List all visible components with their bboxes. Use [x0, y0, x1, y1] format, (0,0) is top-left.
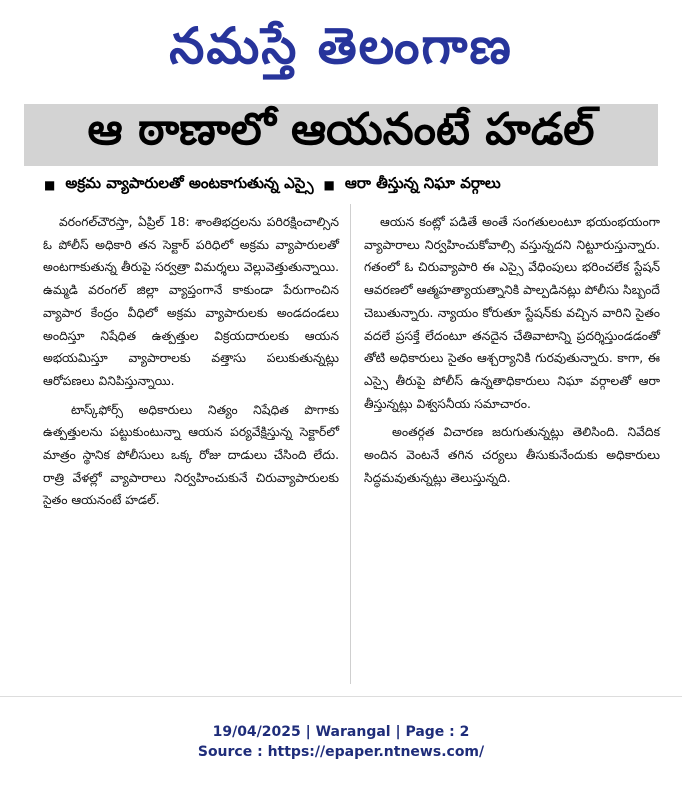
newspaper-masthead: నమస్తే తెలంగాణ: [169, 17, 513, 75]
paragraph: టాస్క్‌ఫోర్స్ అధికారులు నిత్యం నిషేధిత పొగాకు ఉత్పత్తులను పట్టుకుంటున్నా ఆయన పర్యవేక్షిస్తున్న సెక్టార్‌లో మాత్రం స్థానిక పోలీసులు ఒక్క రోజు దాడులు చేసింది లేదు. రాత్రి వేళల్లో వ్యాపారాలు నిర్వహించుకునే చిరువ్యాపారులకు సైతం ఆయనంటే హడల్.: [43, 402, 339, 508]
column-divider: [350, 204, 351, 684]
source-footer: [0, 722, 682, 762]
subheadings: [44, 172, 672, 198]
headline-banner: [24, 104, 658, 166]
paragraph: వరంగల్‌చౌరస్తా, ఏప్రిల్ 18: శాంతిభద్రలను పరిరక్షించాల్సిన ఓ పోలీస్ అధికారి తన సెక్టార్ పరిధిలో అక్రమ వ్యాపారులతో అంటగాకుతున్న తీరుపై సర్వత్రా విమర్శలు వెల్లువెత్తుతున్నాయి. ఉమ్మడి వరంగల్ జిల్లా వ్యాప్తంగానే కాకుండా పేరుగాంచిన వ్యాపార కేంద్రం వీధిలో అక్రమ వ్యాపారులకు అండదండలు అందిస్తూ నిషేధిత ఉత్పత్తుల విక్రయదారులకు ఆయన అభయమిస్తూ వ్యాపారాలకు వత్తాసు పలుకుతున్నట్లు ఆరోపణలు వినిపిస్తున్నాయి.: [43, 215, 339, 388]
article-column-left: [43, 211, 339, 512]
article-column-right: [364, 211, 660, 489]
date-edition-page: 19/04/2025 | Warangal | Page : 2: [212, 724, 470, 740]
paragraph: ఆయన కంట్లో పడితే అంతే సంగతులంటూ భయంభయంగా వ్యాపారాలు నిర్వహించుకోవాల్సి వస్తున్నదని నిట్టూరుస్తున్నారు. గతంలో ఓ చిరువ్యాపారి ఈ ఎస్సై వేధింపులు భరించలేక స్టేషన్ ఆవరణలో ఆత్మహత్యాయత్నానికి పాల్పడినట్లు పోలీసు సిబ్బందే చెబుతున్నారు. న్యాయం కోరుతూ స్టేషన్‌కు వచ్చిన వారిని సైతం వదలే ప్రసక్తే లేదంటూ తనదైన చేతివాటాన్ని ప్రదర్శిస్తుండడంతో తోటి అధికారులు సైతం ఆశ్చర్యానికి గురవుతున్నారు. కాగా, ఈ ఎస్సై తీరుపై పోలీస్ ఉన్నతాధికారులు నిఘా వర్గాలతో ఆరా తీస్తున్నట్లు విశ్వసనీయ సమాచారం.: [364, 215, 660, 411]
square-bullet-icon: ■: [323, 178, 335, 192]
paragraph: అంతర్గత విచారణ జరుగుతున్నట్లు తెలిసింది. నివేదిక అందిన వెంటనే తగిన చర్యలు తీసుకునేందుకు అధికారులు సిద్ధమవుతున్నట్లు తెలుస్తున్నది.: [364, 425, 660, 485]
subheading-1: అక్రమ వ్యాపారులతో అంటకాగుతున్న ఎస్సై: [65, 174, 314, 192]
source-url: Source : https://epaper.ntnews.com/: [197, 744, 485, 760]
article-headline: ఆ ఠాణాలో ఆయనంటే హడల్: [87, 104, 595, 155]
subheading-2: ఆరా తీస్తున్న నిఘా వర్గాలు: [344, 174, 501, 192]
square-bullet-icon: ■: [44, 178, 56, 192]
